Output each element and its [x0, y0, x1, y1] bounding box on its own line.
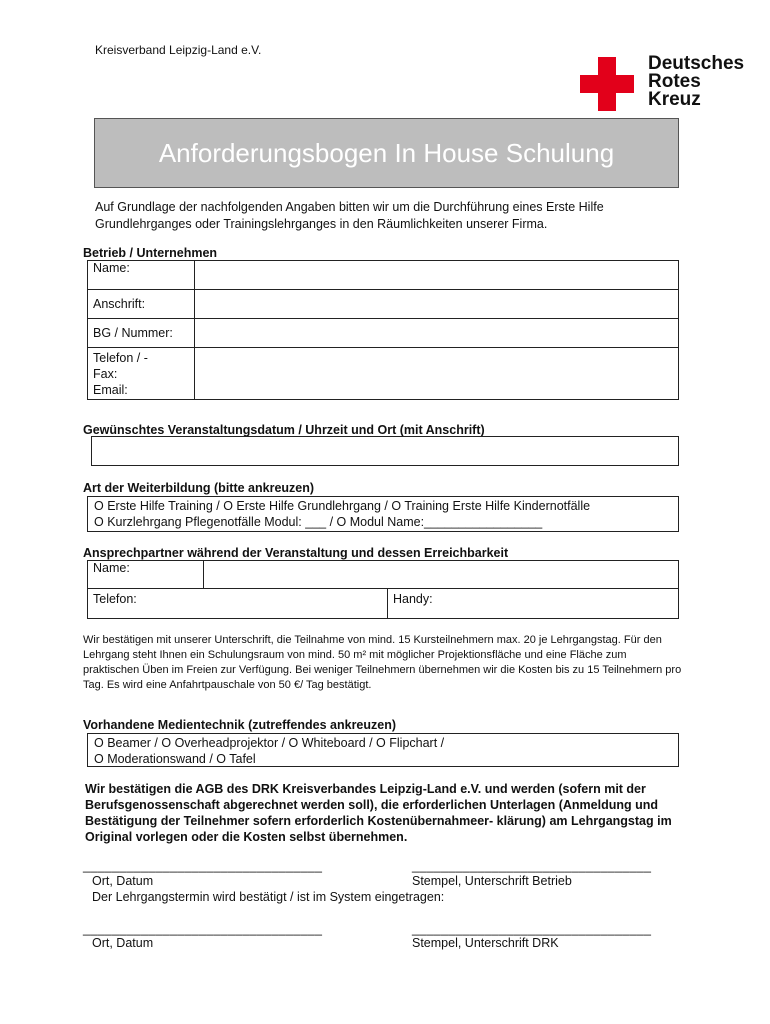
ansprech-handy-label[interactable]: Handy:: [388, 589, 679, 619]
art-heading: Art der Weiterbildung (bitte ankreuzen): [83, 481, 315, 495]
medien-heading: Vorhandene Medientechnik (zutreffendes ankreuzen): [83, 718, 397, 732]
betrieb-name-field[interactable]: [195, 261, 679, 290]
logo-line-1: Deutsches: [648, 53, 745, 74]
ansprech-heading: Ansprechpartner während der Veranstaltung und dessen Erreichbarkeit: [83, 546, 509, 560]
art-options-line-1[interactable]: O Erste Hilfe Training / O Erste Hilfe Grundlehrgang / O Training Erste Hilfe Kindernotfälle: [94, 499, 591, 513]
page-title: Anforderungsbogen In House Schulung: [158, 137, 615, 168]
datum-field[interactable]: [91, 436, 679, 466]
organization-name: Kreisverband Leipzig-Land e.V.: [95, 43, 262, 57]
ort-datum-label-1: Ort, Datum: [92, 874, 154, 888]
betrieb-email-label: Email:: [93, 383, 128, 397]
logo-text: [648, 55, 744, 109]
ort-datum-label-2: Ort, Datum: [92, 936, 154, 950]
medien-options-line-1[interactable]: O Beamer / O Overheadprojektor / O Whiteboard / O Flipchart /: [94, 736, 445, 750]
signature-line-right-2: _________________________________: [412, 922, 652, 936]
signature-line-right-1: _________________________________: [412, 859, 652, 873]
betrieb-anschrift-field[interactable]: [195, 290, 679, 319]
stempel-betrieb-label: Stempel, Unterschrift Betrieb: [412, 874, 572, 888]
ansprech-name-field[interactable]: [204, 561, 679, 589]
logo-line-3: Kreuz: [648, 89, 701, 110]
intro-text: Auf Grundlage der nachfolgenden Angaben bitten wir um die Durchführung eines Erste Hilfe Grundlehrganges oder Trainingslehrganges in den Räumlichkeiten unserer Firma.: [95, 200, 604, 231]
betrieb-bg-field[interactable]: [195, 319, 679, 348]
logo-line-2: Rotes: [648, 71, 701, 92]
medien-options-line-2[interactable]: O Moderationswand / O Tafel: [94, 752, 256, 766]
art-options-line-2[interactable]: O Kurzlehrgang Pflegenotfälle Modul: ___ / O Modul Name:_________________: [94, 515, 543, 529]
medien-box: [87, 733, 679, 767]
red-cross-icon: [580, 57, 634, 111]
betrieb-heading: Betrieb / Unternehmen: [83, 246, 218, 260]
datum-heading: Gewünschtes Veranstaltungsdatum / Uhrzeit und Ort (mit Anschrift): [83, 423, 485, 437]
signature-line-left-1: _________________________________: [83, 859, 323, 873]
ansprech-telefon-label[interactable]: Telefon:: [88, 589, 388, 619]
title-banner: [94, 118, 679, 188]
betrieb-telefon-label: Telefon / -: [93, 351, 148, 365]
agb-text: Wir bestätigen die AGB des DRK Kreisverbandes Leipzig-Land e.V. und werden (sofern mit der Berufsgenossenschaft abgerechnet werden soll), die erforderlichen Unterlagen (Anmeldung und Bestätigung der Teilnehmer sofern erforderlich Kostenübernahmeer- klärung) am Lehrgangstag im Original vorlegen oder die Kosten selbst übernehmen.: [85, 782, 672, 844]
betrieb-contact-field[interactable]: [195, 348, 679, 400]
betrieb-name-label: Name:: [88, 261, 195, 290]
stempel-drk-label: Stempel, Unterschrift DRK: [412, 936, 559, 950]
bestaetigung-text: Wir bestätigen mit unserer Unterschrift, die Teilnahme von mind. 15 Kursteilnehmern max. 20 je Lehrgangstag. Für den Lehrgang steht Ihnen ein Schulungsraum von mind. 50 m² mit möglicher Projektionsfläche und eine Fläche zum praktischen Üben im Freien zur Verfügung. Bei weniger Teilnehmern übernehmen wir die Kosten bis zu 15 Teilnehmern pro Tag. Es wird eine Anfahrtpauschale von 50 €/ Tag bestätigt.: [83, 634, 682, 691]
ansprech-table: [87, 560, 679, 619]
signature-line-left-2: _________________________________: [83, 922, 323, 936]
art-box: [87, 496, 679, 532]
ansprech-name-label: Name:: [88, 561, 204, 589]
betrieb-bg-label: BG / Nummer:: [88, 319, 195, 348]
betrieb-fax-label: Fax:: [93, 367, 118, 381]
betrieb-table: [87, 260, 679, 400]
betrieb-contact-labels: [88, 348, 195, 400]
betrieb-anschrift-label: Anschrift:: [88, 290, 195, 319]
termin-text: Der Lehrgangstermin wird bestätigt / ist im System eingetragen:: [92, 890, 445, 904]
